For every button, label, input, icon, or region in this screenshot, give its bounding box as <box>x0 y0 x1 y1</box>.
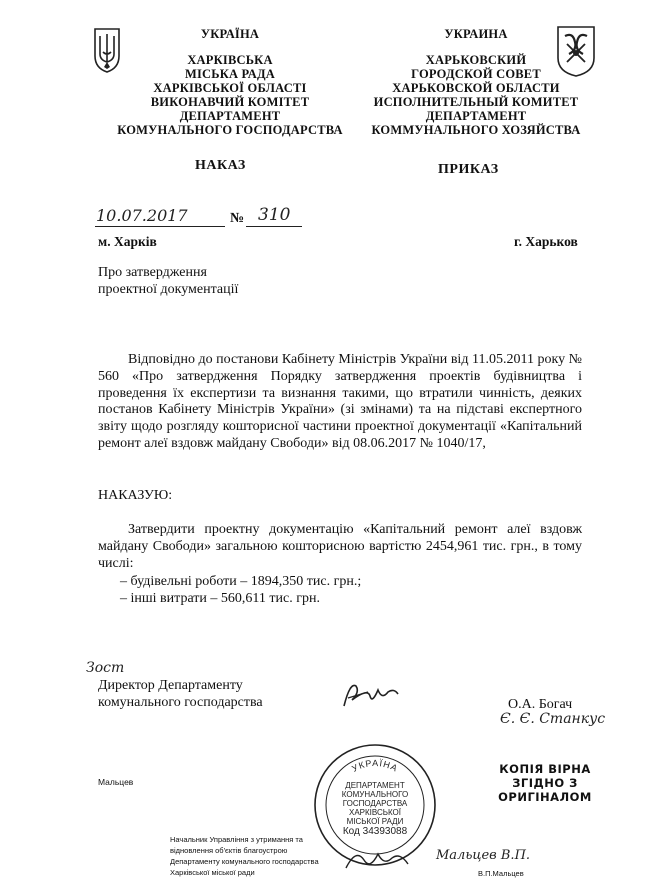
executor-name: Мальцев <box>98 777 134 787</box>
header-ru-country: УКРАИНА <box>444 27 508 41</box>
header-ru-line: ХАРЬКОВСКИЙ <box>425 53 527 67</box>
certifier-line: Департаменту комунального господарства <box>170 857 319 866</box>
header-ua-line: ХАРКІВСЬКА <box>187 53 273 67</box>
preamble-paragraph: Відповідно до постанови Кабінету Міністрів України від 11.05.2011 року № 560 «Про затвердження Порядку затвердження проектів будівництва і проведення їх експертизи та визнання такими, що втратили чинність, деяких постанов Кабінету Міністрів України» (зі змінами) та на підставі експертного звіту щодо розгляду кошторисної частини проектної документації «Капітальний ремонт алеї вздовж майдану Свободи» від 08.06.2017 № 1040/17, <box>98 352 582 451</box>
decision-paragraph: Затвердити проектну документацію «Капітальний ремонт алеї вздовж майдану Свободи» загальною кошторисною вартістю 2454,961 тис. грн., в тому числі: <box>98 522 582 571</box>
certifier-line: відновлення об'єктів благоустрою <box>170 846 288 855</box>
handwritten-note: Зост <box>86 660 125 676</box>
header-ua-country: УКРАЇНА <box>200 27 260 41</box>
certifier-line: Начальник Управління з утримання та <box>170 835 303 844</box>
doc-type-ru: ПРИКАЗ <box>438 162 499 177</box>
seal-ring-text: УКРАЇНА <box>350 757 400 774</box>
signatory-position <box>98 678 263 712</box>
certifier-position <box>170 834 340 878</box>
subject-line: Про затвердження <box>98 265 207 280</box>
city-ua: м. Харків <box>98 234 157 249</box>
order-number: 310 <box>258 205 291 225</box>
header-ru-line: ГОРОДСКОЙ СОВЕТ <box>411 67 541 81</box>
copy-stamp-line: КОПІЯ ВІРНА <box>499 762 591 776</box>
signatory-position-line: Директор Департаменту <box>98 678 243 693</box>
order-date: 10.07.2017 <box>96 206 188 225</box>
director-signature <box>338 678 404 712</box>
doc-type-ua: НАКАЗ <box>195 158 246 173</box>
seal-line: ДЕПАРТАМЕНТ <box>345 781 405 790</box>
seal-line: ХАРКІВСЬКОЇ <box>348 808 401 817</box>
seal-text <box>322 781 428 838</box>
copy-stamp-line: ОРИГІНАЛОМ <box>498 790 592 804</box>
signatory-name: О.А. Богач <box>508 697 573 712</box>
seal-code-label: Код <box>342 826 360 837</box>
certifier-name: В.П.Мальцев <box>478 869 524 878</box>
header-ru-line: ХАРЬКОВСКОЙ ОБЛАСТИ <box>392 81 560 95</box>
city-ru: г. Харьков <box>514 234 578 249</box>
header-ru-line: ИСПОЛНИТЕЛЬНЫЙ КОМИТЕТ <box>373 95 579 109</box>
seal-line: КОМУНАЛЬНОГО <box>341 790 409 799</box>
header-ru-line: КОММУНАЛЬНОГО ХОЗЯЙСТВА <box>371 123 581 137</box>
seal-line: МІСЬКОЇ РАДИ <box>346 817 404 826</box>
order-number-label: № <box>230 211 245 226</box>
header-ua-line: КОМУНАЛЬНОГО ГОСПОДАРСТВА <box>117 123 343 137</box>
header-ua-line: ХАРКІВСЬКОЇ ОБЛАСТІ <box>153 81 307 95</box>
list-item: – інші витрати – 560,611 тис. грн. <box>120 590 320 606</box>
header-ru-line: ДЕПАРТАМЕНТ <box>425 109 527 123</box>
signatory-position-line: комунального господарства <box>98 694 263 710</box>
date-underline <box>95 226 225 227</box>
number-underline <box>246 226 302 227</box>
seal-line: ГОСПОДАРСТВА <box>342 799 408 808</box>
certifier-handwritten-name: Мальцев В.П. <box>436 848 531 863</box>
cost-items-list <box>120 574 361 608</box>
header-ua-line: МІСЬКА РАДА <box>184 67 276 81</box>
handwritten-name: Є. Є. Станкус <box>500 711 606 727</box>
certifier-signature <box>342 846 412 876</box>
header-ua <box>100 27 360 137</box>
seal-code: 34393088 <box>362 826 408 837</box>
header-ua-line: ВИКОНАВЧИЙ КОМІТЕТ <box>150 95 310 109</box>
list-item: – будівельні роботи – 1894,350 тис. грн.; <box>120 574 362 589</box>
copy-certified-stamp <box>490 762 600 804</box>
certifier-line: Харківської міської ради <box>170 868 255 877</box>
header-ua-line: ДЕПАРТАМЕНТ <box>179 109 281 123</box>
header-ru <box>356 27 596 137</box>
order-word: НАКАЗУЮ: <box>98 488 173 503</box>
subject-line: проектної документації <box>98 281 239 297</box>
subject <box>98 265 238 299</box>
copy-stamp-line: ЗГІДНО З <box>512 776 578 790</box>
